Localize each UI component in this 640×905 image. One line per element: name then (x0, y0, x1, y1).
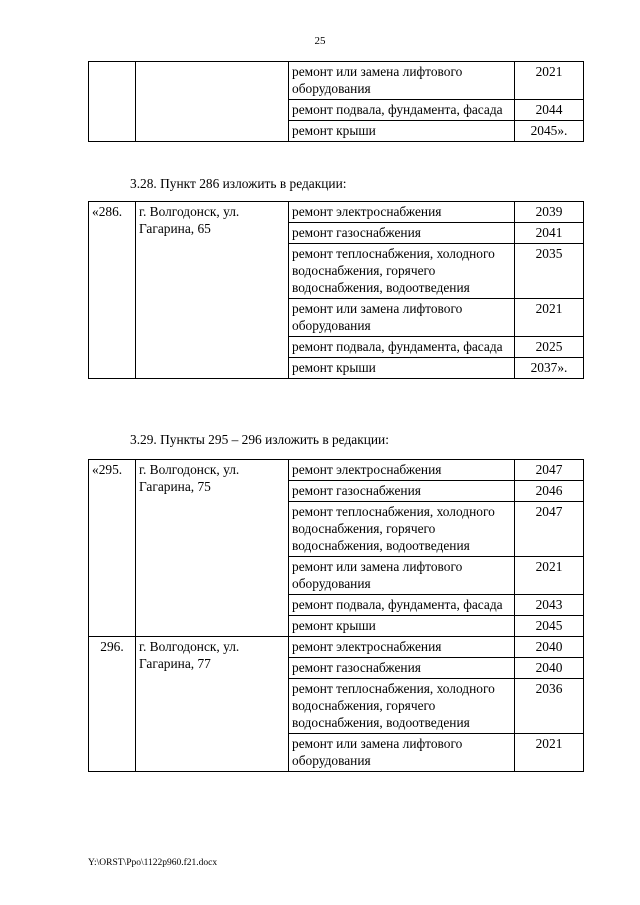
work-cell: ремонт электроснабжения (289, 202, 515, 223)
table-item-286 (88, 201, 584, 379)
address-cell: г. Волгодонск, ул. Гагарина, 75 (136, 460, 289, 637)
year-cell: 2037». (515, 358, 584, 379)
year-cell: 2039 (515, 202, 584, 223)
year-cell: 2041 (515, 223, 584, 244)
year-cell: 2036 (515, 679, 584, 734)
table-row (89, 460, 584, 481)
number-cell (89, 62, 136, 142)
year-cell: 2045». (515, 121, 584, 142)
work-cell: ремонт или замена лифтового оборудования (289, 557, 515, 595)
work-cell: ремонт газоснабжения (289, 223, 515, 244)
work-cell: ремонт теплоснабжения, холодного водоснабжения, горячего водоснабжения, водоотведения (289, 679, 515, 734)
work-cell: ремонт теплоснабжения, холодного водоснабжения, горячего водоснабжения, водоотведения (289, 502, 515, 557)
address-cell: г. Волгодонск, ул. Гагарина, 77 (136, 637, 289, 772)
work-cell: ремонт электроснабжения (289, 637, 515, 658)
year-cell: 2047 (515, 460, 584, 481)
year-cell: 2035 (515, 244, 584, 299)
work-cell: ремонт крыши (289, 616, 515, 637)
table-continuation (88, 61, 584, 142)
paragraph-3-29: 3.29. Пункты 295 – 296 изложить в редакции: (130, 432, 389, 447)
work-cell: ремонт подвала, фундамента, фасада (289, 337, 515, 358)
number-cell: «286. (89, 202, 136, 379)
address-cell: г. Волгодонск, ул. Гагарина, 65 (136, 202, 289, 379)
footer-file-path: Y:\ORST\Ppo\1122p960.f21.docx (88, 858, 218, 868)
work-cell: ремонт подвала, фундамента, фасада (289, 595, 515, 616)
year-cell: 2044 (515, 100, 584, 121)
work-cell: ремонт или замена лифтового оборудования (289, 734, 515, 772)
year-cell: 2043 (515, 595, 584, 616)
work-cell: ремонт крыши (289, 121, 515, 142)
number-cell: 296. (89, 637, 136, 772)
year-cell: 2046 (515, 481, 584, 502)
paragraph-3-28: 3.28. Пункт 286 изложить в редакции: (130, 176, 347, 191)
year-cell: 2021 (515, 62, 584, 100)
year-cell: 2021 (515, 734, 584, 772)
year-cell: 2040 (515, 658, 584, 679)
work-cell: ремонт подвала, фундамента, фасада (289, 100, 515, 121)
page-number: 25 (314, 35, 326, 47)
work-cell: ремонт крыши (289, 358, 515, 379)
year-cell: 2025 (515, 337, 584, 358)
year-cell: 2040 (515, 637, 584, 658)
work-cell: ремонт или замена лифтового оборудования (289, 62, 515, 100)
table-row (89, 637, 584, 658)
table-items-295-296 (88, 459, 584, 772)
number-cell: «295. (89, 460, 136, 637)
table-row (89, 62, 584, 100)
work-cell: ремонт или замена лифтового оборудования (289, 299, 515, 337)
year-cell: 2021 (515, 299, 584, 337)
year-cell: 2047 (515, 502, 584, 557)
work-cell: ремонт электроснабжения (289, 460, 515, 481)
work-cell: ремонт газоснабжения (289, 658, 515, 679)
year-cell: 2045 (515, 616, 584, 637)
work-cell: ремонт теплоснабжения, холодного водоснабжения, горячего водоснабжения, водоотведения (289, 244, 515, 299)
year-cell: 2021 (515, 557, 584, 595)
address-cell (136, 62, 289, 142)
table-row (89, 202, 584, 223)
work-cell: ремонт газоснабжения (289, 481, 515, 502)
